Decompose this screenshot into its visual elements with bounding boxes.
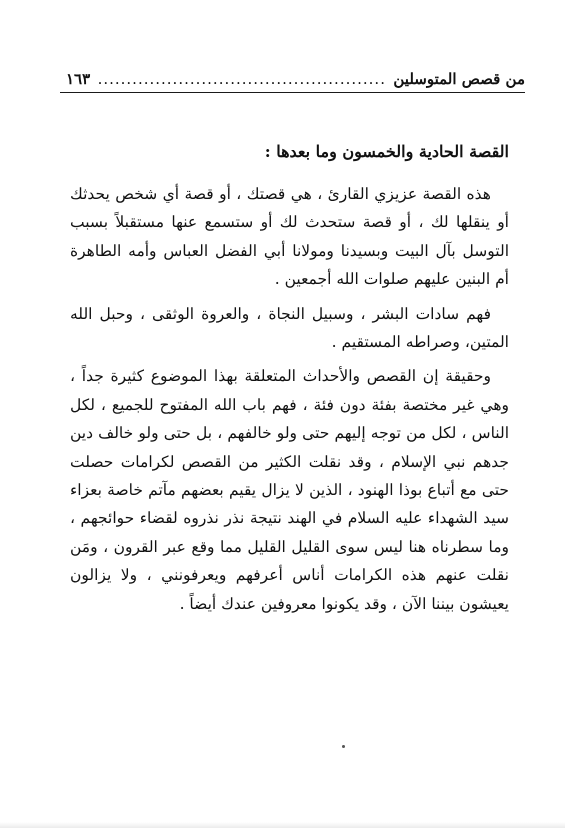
page-body: [70, 138, 509, 624]
scan-bottom-edge: [0, 822, 565, 828]
header-rule: [60, 92, 525, 93]
paragraph: هذه القصة عزيزي القارئ ، هي قصتك ، أو قصة أي شخص يحدثك أو ينقلها لك ، أو قصة ستحدث لك أو ستسمع عنها مستقبلاً بسبب التوسل بآل البيت وبسيدنا ومولانا أبي الفضل العباس وأمه الطاهرة أم البنين عليهم صلوات الله أجمعين .: [70, 185, 509, 289]
running-header-title: من قصص المتوسلين: [393, 70, 525, 88]
paragraph: وحقيقة إن القصص والأحداث المتعلقة بهذا الموضوع كثيرة جداً ، وهي غير مختصة بفئة دون فئة ، فهم باب الله المفتوح للجميع ، لكل الناس ، لكل من توجه إليهم حتى ولو خالفهم ، بل حتى ولو خالف دين جدهم نبي الإسلام ، وقد نقلت الكثير من القصص لكرامات حصلت حتى مع أتباع بوذا الهنود ، الذين لا يزال يقيم بعضهم مآتم خاصة بعزاء سيد الشهداء عليه السلام في الهند نتيجة نذر نذروه لقضاء حوائجهم ، وما سطرناه هنا ليس سوى القليل القليل مما وقع عبر القرون ، ومَن نقلت عنهم هذه الكرامات أناس أعرفهم ويعرفونني ، ولا يزالون يعيشون بيننا الآن ، وقد يكونوا معروفين عندك أيضاً .: [70, 367, 509, 613]
leader-dots: ..................................................: [97, 70, 386, 88]
story-heading: القصة الحادية والخمسون وما بعدها :: [264, 142, 509, 161]
page-number: ١٦٣: [66, 70, 91, 88]
running-header: [66, 62, 525, 90]
paragraph: فهم سادات البشر ، وسبيل النجاة ، والعروة الوثقى ، وحبل الله المتين، وصراطه المستقيم .: [70, 304, 509, 352]
scan-speck: [342, 745, 345, 748]
